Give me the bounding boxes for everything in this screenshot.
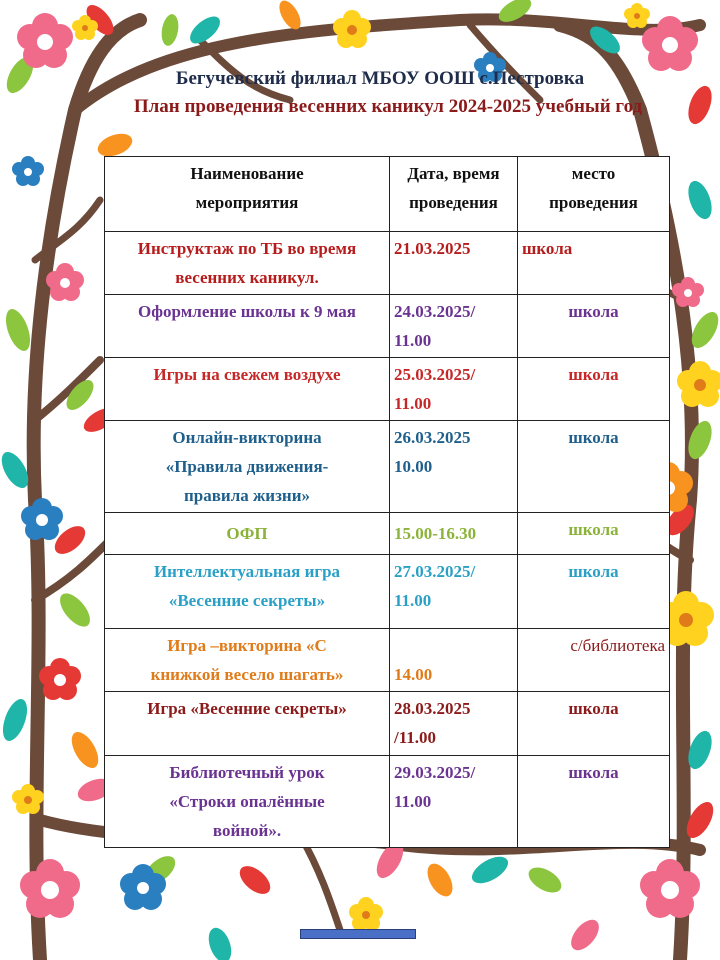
date-cell: 27.03.2025/ 11.00 <box>390 555 518 629</box>
leaf <box>204 925 235 960</box>
place-cell: школа <box>518 421 670 513</box>
place-cell: школа <box>518 358 670 421</box>
place-cell: школа <box>518 295 670 358</box>
scrollbar-indicator[interactable] <box>300 929 416 939</box>
place-cell: школа <box>518 555 670 629</box>
event-cell: Инструктаж по ТБ во время весенних каникул. <box>105 232 390 295</box>
event-cell: Интеллектуальная игра «Весенние секреты» <box>105 555 390 629</box>
event-cell: Онлайн-викторина «Правила движения- правила жизни» <box>105 421 390 513</box>
table-row <box>105 756 670 848</box>
table-row <box>105 629 670 692</box>
date-cell: 21.03.2025 <box>390 232 518 295</box>
page-title-plan: План проведения весенних каникул 2024-2025 учебный год <box>133 96 643 117</box>
event-cell: Библиотечный урок «Строки опалённые войной». <box>105 756 390 848</box>
flower-pink <box>20 859 80 918</box>
event-cell: ОФП <box>105 513 390 555</box>
flower-yellow <box>349 897 383 931</box>
date-cell: 24.03.2025/ 11.00 <box>390 295 518 358</box>
leaf <box>566 915 604 955</box>
events-table <box>104 156 670 848</box>
event-cell: Игра –викторина «С книжкой весело шагать» <box>105 629 390 692</box>
date-cell: 28.03.2025 /11.00 <box>390 692 518 756</box>
table-header-row <box>105 157 670 232</box>
leaf <box>1 306 35 354</box>
header-date: Дата, время проведения <box>390 157 518 232</box>
header-event: Наименование мероприятия <box>105 157 390 232</box>
date-cell: 15.00-16.30 <box>390 513 518 555</box>
date-cell: 29.03.2025/ 11.00 <box>390 756 518 848</box>
header-place: место проведения <box>518 157 670 232</box>
flower-pink <box>17 13 73 68</box>
date-cell: 14.00 <box>390 629 518 692</box>
place-cell: школа <box>518 513 670 555</box>
leaf <box>422 859 457 900</box>
leaf <box>54 588 95 631</box>
table-row <box>105 295 670 358</box>
flower-yellow <box>333 10 371 48</box>
event-cell: Игра «Весенние секреты» <box>105 692 390 756</box>
date-cell: 25.03.2025/ 11.00 <box>390 358 518 421</box>
place-cell: школа <box>518 756 670 848</box>
leaf <box>159 13 180 47</box>
leaf <box>684 178 716 222</box>
leaf <box>0 696 32 744</box>
leaf <box>235 861 275 899</box>
flower-yellow <box>624 3 650 28</box>
branch <box>300 835 340 930</box>
page-title-school: Бегучевский филиал МБОУ ООШ с.Пестровка <box>175 68 585 89</box>
date-cell: 26.03.2025 10.00 <box>390 421 518 513</box>
leaf <box>66 728 103 773</box>
table-row <box>105 513 670 555</box>
event-cell: Оформление школы к 9 мая <box>105 295 390 358</box>
table-row <box>105 232 670 295</box>
table-row <box>105 358 670 421</box>
place-cell: школа <box>518 692 670 756</box>
table-row <box>105 555 670 629</box>
table-row <box>105 421 670 513</box>
flower-blue <box>12 156 44 186</box>
place-cell: с/библиотека <box>518 629 670 692</box>
event-cell: Игры на свежем воздухе <box>105 358 390 421</box>
leaf <box>468 851 513 888</box>
leaf <box>524 862 565 897</box>
flower-blue <box>21 498 63 540</box>
place-cell: школа <box>518 232 670 295</box>
flower-pink <box>640 859 700 918</box>
table-row <box>105 692 670 756</box>
